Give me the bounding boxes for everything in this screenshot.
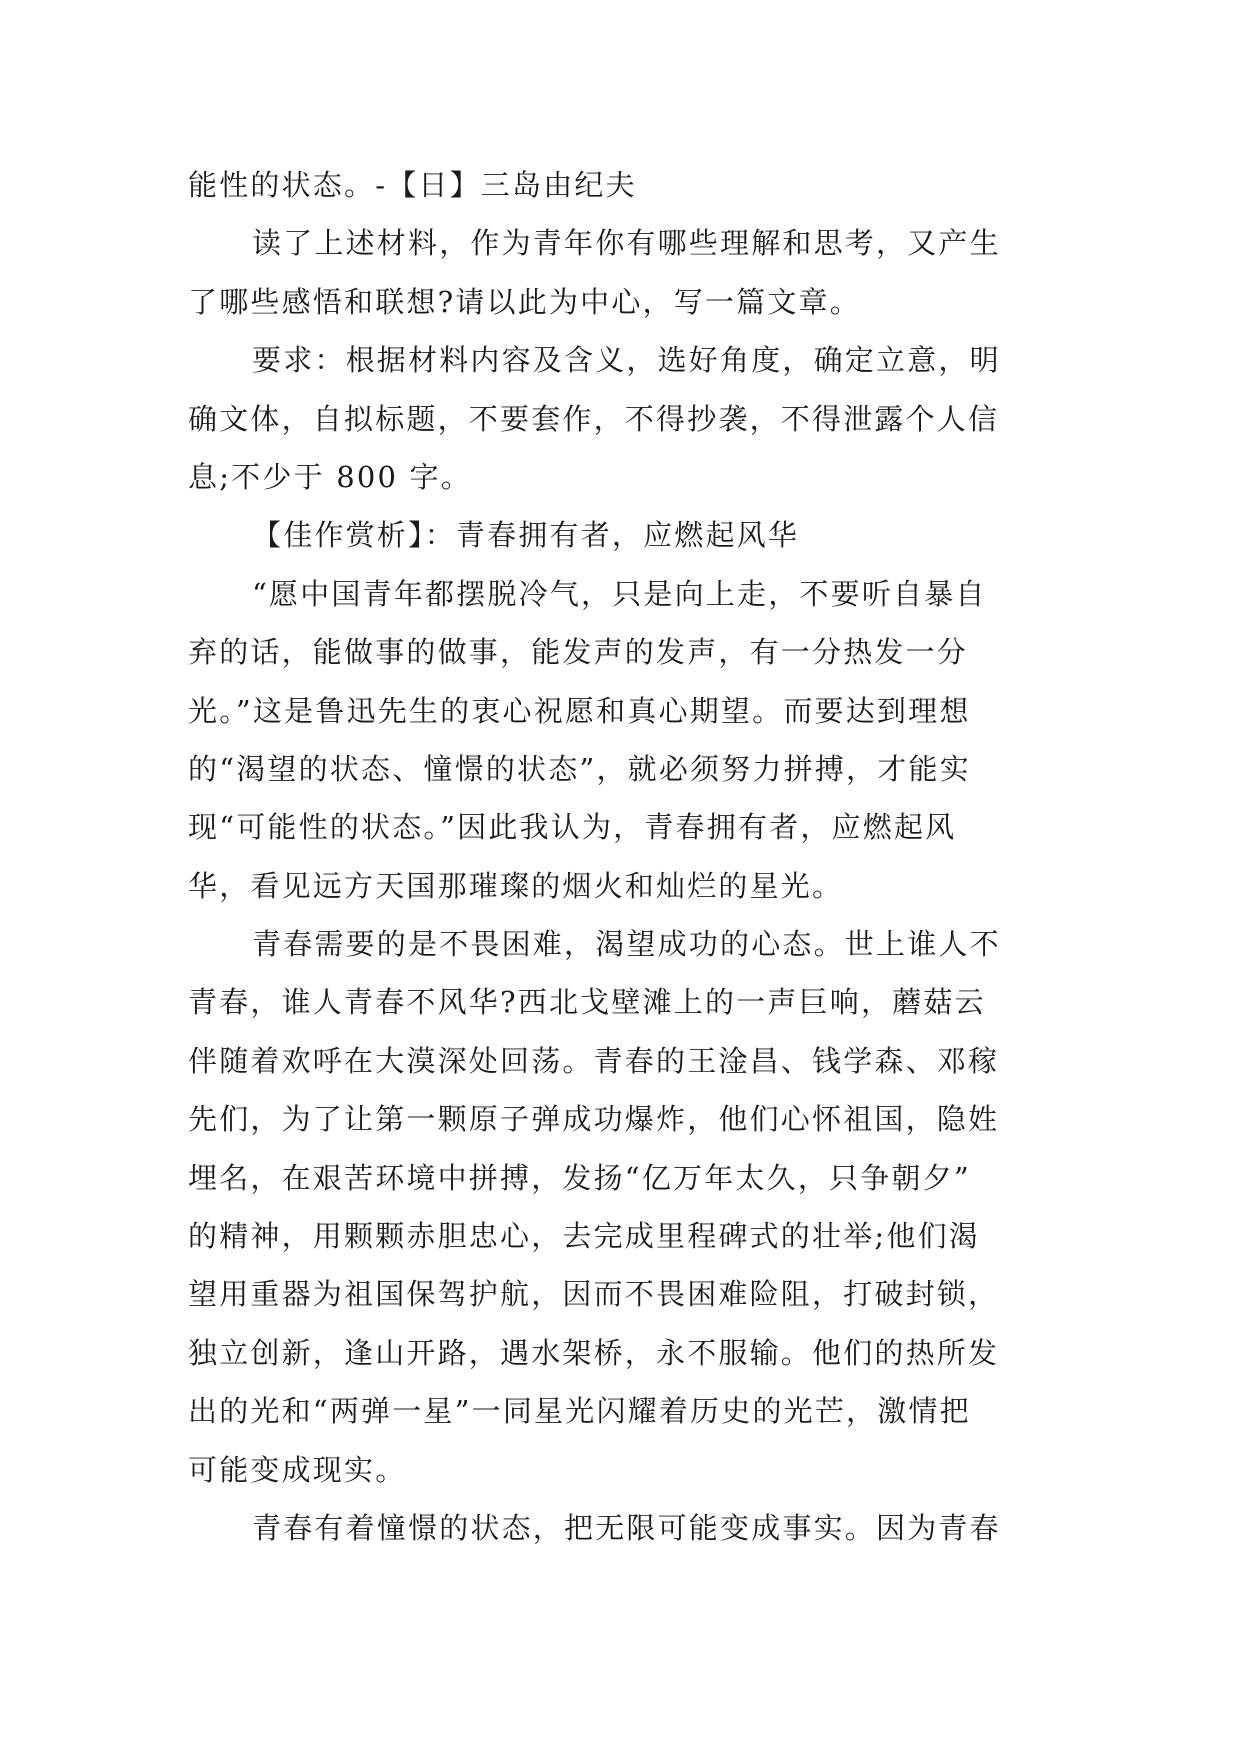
- text-line: 先们，为了让第一颗原子弹成功爆炸，他们心怀祖国，隐姓: [188, 1102, 1000, 1137]
- text-line: “愿中国青年都摆脱冷气，只是向上走，不要听自暴自: [252, 576, 987, 611]
- text-line: 青春需要的是不畏困难，渴望成功的心态。世上谁人不: [252, 927, 1001, 962]
- text-line: 光。”这是鲁迅先生的衷心祝愿和真心期望。而要达到理想: [188, 693, 971, 728]
- text-line: 望用重器为祖国保驾护航，因而不畏困难险阻，打破封锁，: [188, 1277, 1000, 1312]
- text-line: 青春有着憧憬的状态，把无限可能变成事实。因为青春: [252, 1510, 1001, 1545]
- text-line: 华，看见远方天国那璀璨的烟火和灿烂的星光。: [188, 868, 844, 903]
- text-line: 出的光和“两弹一星”一同星光闪耀着历史的光芒，激情把: [188, 1394, 971, 1429]
- essay-text: [188, 156, 1046, 1557]
- text-line: 伴随着欢呼在大漠深处回荡。青春的王淦昌、钱学森、邓稼: [188, 1043, 1000, 1078]
- text-line: 独立创新，逢山开路，遇水架桥，永不服输。他们的热所发: [188, 1335, 1000, 1370]
- text-line: 读了上述材料，作为青年你有哪些理解和思考，又产生: [252, 226, 1001, 261]
- text-line: 埋名，在艰苦环境中拼搏，发扬“亿万年太久，只争朝夕”: [188, 1160, 971, 1195]
- text-line: 的“渴望的状态、憧憬的状态”，就必须努力拼搏，才能实: [188, 751, 971, 786]
- text-line: 可能变成现实。: [188, 1452, 407, 1487]
- text-line: 确文体，自拟标题，不要套作，不得抄袭，不得泄露个人信: [188, 401, 1000, 436]
- text-line: 青春，谁人青春不风华?西北戈壁滩上的一声巨响，蘑菇云: [188, 985, 986, 1020]
- text-line: 了哪些感悟和联想?请以此为中心，写一篇文章。: [188, 284, 861, 319]
- text-line: 弃的话，能做事的做事，能发声的发声，有一分热发一分: [188, 635, 969, 670]
- text-line: 的精神，用颗颗赤胆忠心，去完成里程碑式的壮举;他们渴: [188, 1219, 980, 1254]
- text-line: 息;不少于 800 字。: [188, 459, 472, 494]
- text-line: 要求：根据材料内容及含义，选好角度，确定立意，明: [252, 343, 1001, 378]
- text-line: 【佳作赏析】：青春拥有者，应燃起风华: [252, 518, 800, 553]
- text-line: 现“可能性的状态。”因此我认为，青春拥有者，应燃起风: [188, 810, 957, 845]
- text-line: 能性的状态。-【日】三岛由纪夫: [188, 168, 637, 202]
